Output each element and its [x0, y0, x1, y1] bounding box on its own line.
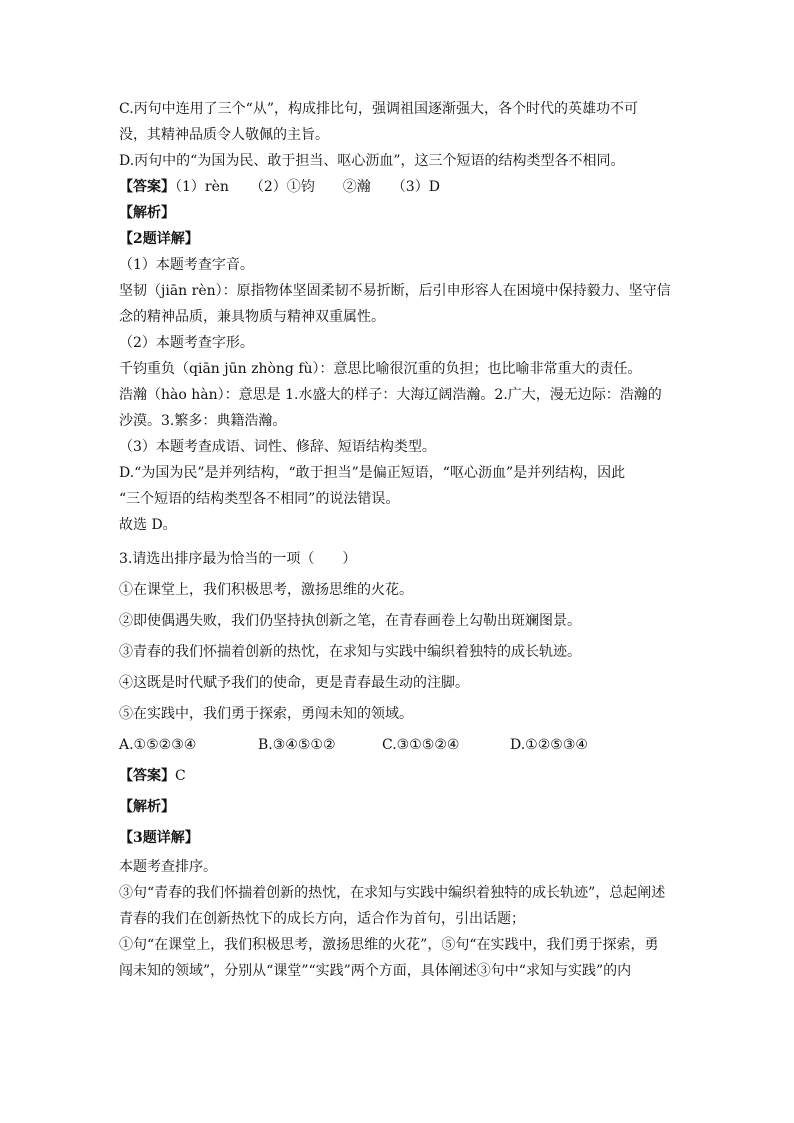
answer-text: （1）rèn （2）①钧 ②瀚 （3）D [175, 179, 440, 195]
q3-option-b: B.③④⑤①② [258, 737, 336, 753]
q2-analysis-label: 【解析】 [119, 205, 175, 221]
q3-analysis-label: 【解析】 [119, 799, 175, 815]
q2-analysis-line: D.“为国为民”是并列结构，“敢于担当”是偏正短语，“呕心沥血”是并列结构，因此 [119, 465, 626, 481]
q3-option-d: D.①②⑤③④ [510, 737, 588, 753]
q2-detail-label: 【2题详解】 [119, 231, 199, 247]
q2-option-d: D.丙句中的“为国为民、敢于担当、呕心沥血”，这三个短语的结构类型各不相同。 [119, 153, 625, 169]
q2-analysis-line: （2）本题考查字形。 [119, 335, 254, 351]
q2-answer [119, 174, 679, 200]
q2-analysis-line: 故选 D。 [119, 517, 177, 533]
q2-analysis-line: 念的精神品质，兼具物质与精神双重属性。 [119, 309, 385, 325]
q3-option-c: C.③①⑤②④ [382, 737, 460, 753]
q3-option-a: A.①⑤②③④ [119, 737, 197, 753]
q3-stem: 3.请选出排序最为恰当的一项（ ） [119, 551, 357, 567]
q3-detail-line: 本题考查排序。 [119, 859, 217, 875]
q3-options [119, 730, 679, 761]
q3-sentence: ①在课堂上，我们积极思考，激扬思维的火花。 [119, 582, 413, 598]
q3-sentence: ②即使偶遇失败，我们仍坚持执创新之笔，在青春画卷上勾勒出斑斓图景。 [119, 613, 581, 629]
q3-sentence: ⑤在实践中，我们勇于探索，勇闯未知的领域。 [119, 706, 413, 722]
q2-analysis-line: （1）本题考查字音。 [119, 257, 254, 273]
q3-sentence: ④这既是时代赋予我们的使命，更是青春最生动的注脚。 [119, 675, 469, 691]
q2-option-c-line-1: C.丙句中连用了三个“从”，构成排比句，强调祖国逐渐强大，各个时代的英雄功不可 [119, 101, 638, 117]
q2-analysis-line: 千钧重负（qiān jūn zhòng fù）：意思比喻很沉重的负担；也比喻非常重大的责任。 [119, 361, 642, 377]
q2-analysis-line: （3）本题考查成语、词性、修辞、短语结构类型。 [119, 439, 436, 455]
q3-detail-line: ③句“青春的我们怀揣着创新的热忱，在求知与实践中编织着独特的成长轨迹”，总起阐述 [119, 885, 666, 901]
q2-analysis-line: 沙漠。3.繁多：典籍浩瀚。 [119, 413, 287, 429]
q2-option-c-line-2: 没，其精神品质令人敬佩的主旨。 [119, 127, 329, 143]
document-page [119, 96, 679, 984]
q3-detail-line: ①句“在课堂上，我们积极思考，激扬思维的火花”，⑤句“在实践中，我们勇于探索，勇 [119, 937, 659, 953]
q2-analysis-line: 浩瀚（hào hàn）：意思是 1.水盛大的样子：大海辽阔浩瀚。2.广大，漫无边际：浩瀚的 [119, 387, 662, 403]
q2-analysis-line: 坚韧（jiān rèn）：原指物体坚固柔韧不易折断，后引申形容人在困境中保持毅力、坚守信 [119, 283, 671, 299]
q3-sentence: ③青春的我们怀揣着创新的热忱，在求知与实践中编织着独特的成长轨迹。 [119, 644, 581, 660]
answer-text: C [175, 768, 186, 784]
q2-analysis-line: “三个短语的结构类型各不相同”的说法错误。 [119, 491, 400, 507]
q3-detail-line: 闯未知的领域”，分别从“课堂”“实践”两个方面，具体阐述③句中“求知与实践”的内 [119, 963, 632, 979]
answer-label: 【答案】 [119, 179, 175, 195]
answer-label: 【答案】 [119, 768, 175, 784]
q3-detail-line: 青春的我们在创新热忱下的成长方向，适合作为首句，引出话题； [119, 911, 525, 927]
q3-detail-label: 【3题详解】 [119, 830, 199, 846]
q3-answer [119, 761, 679, 792]
